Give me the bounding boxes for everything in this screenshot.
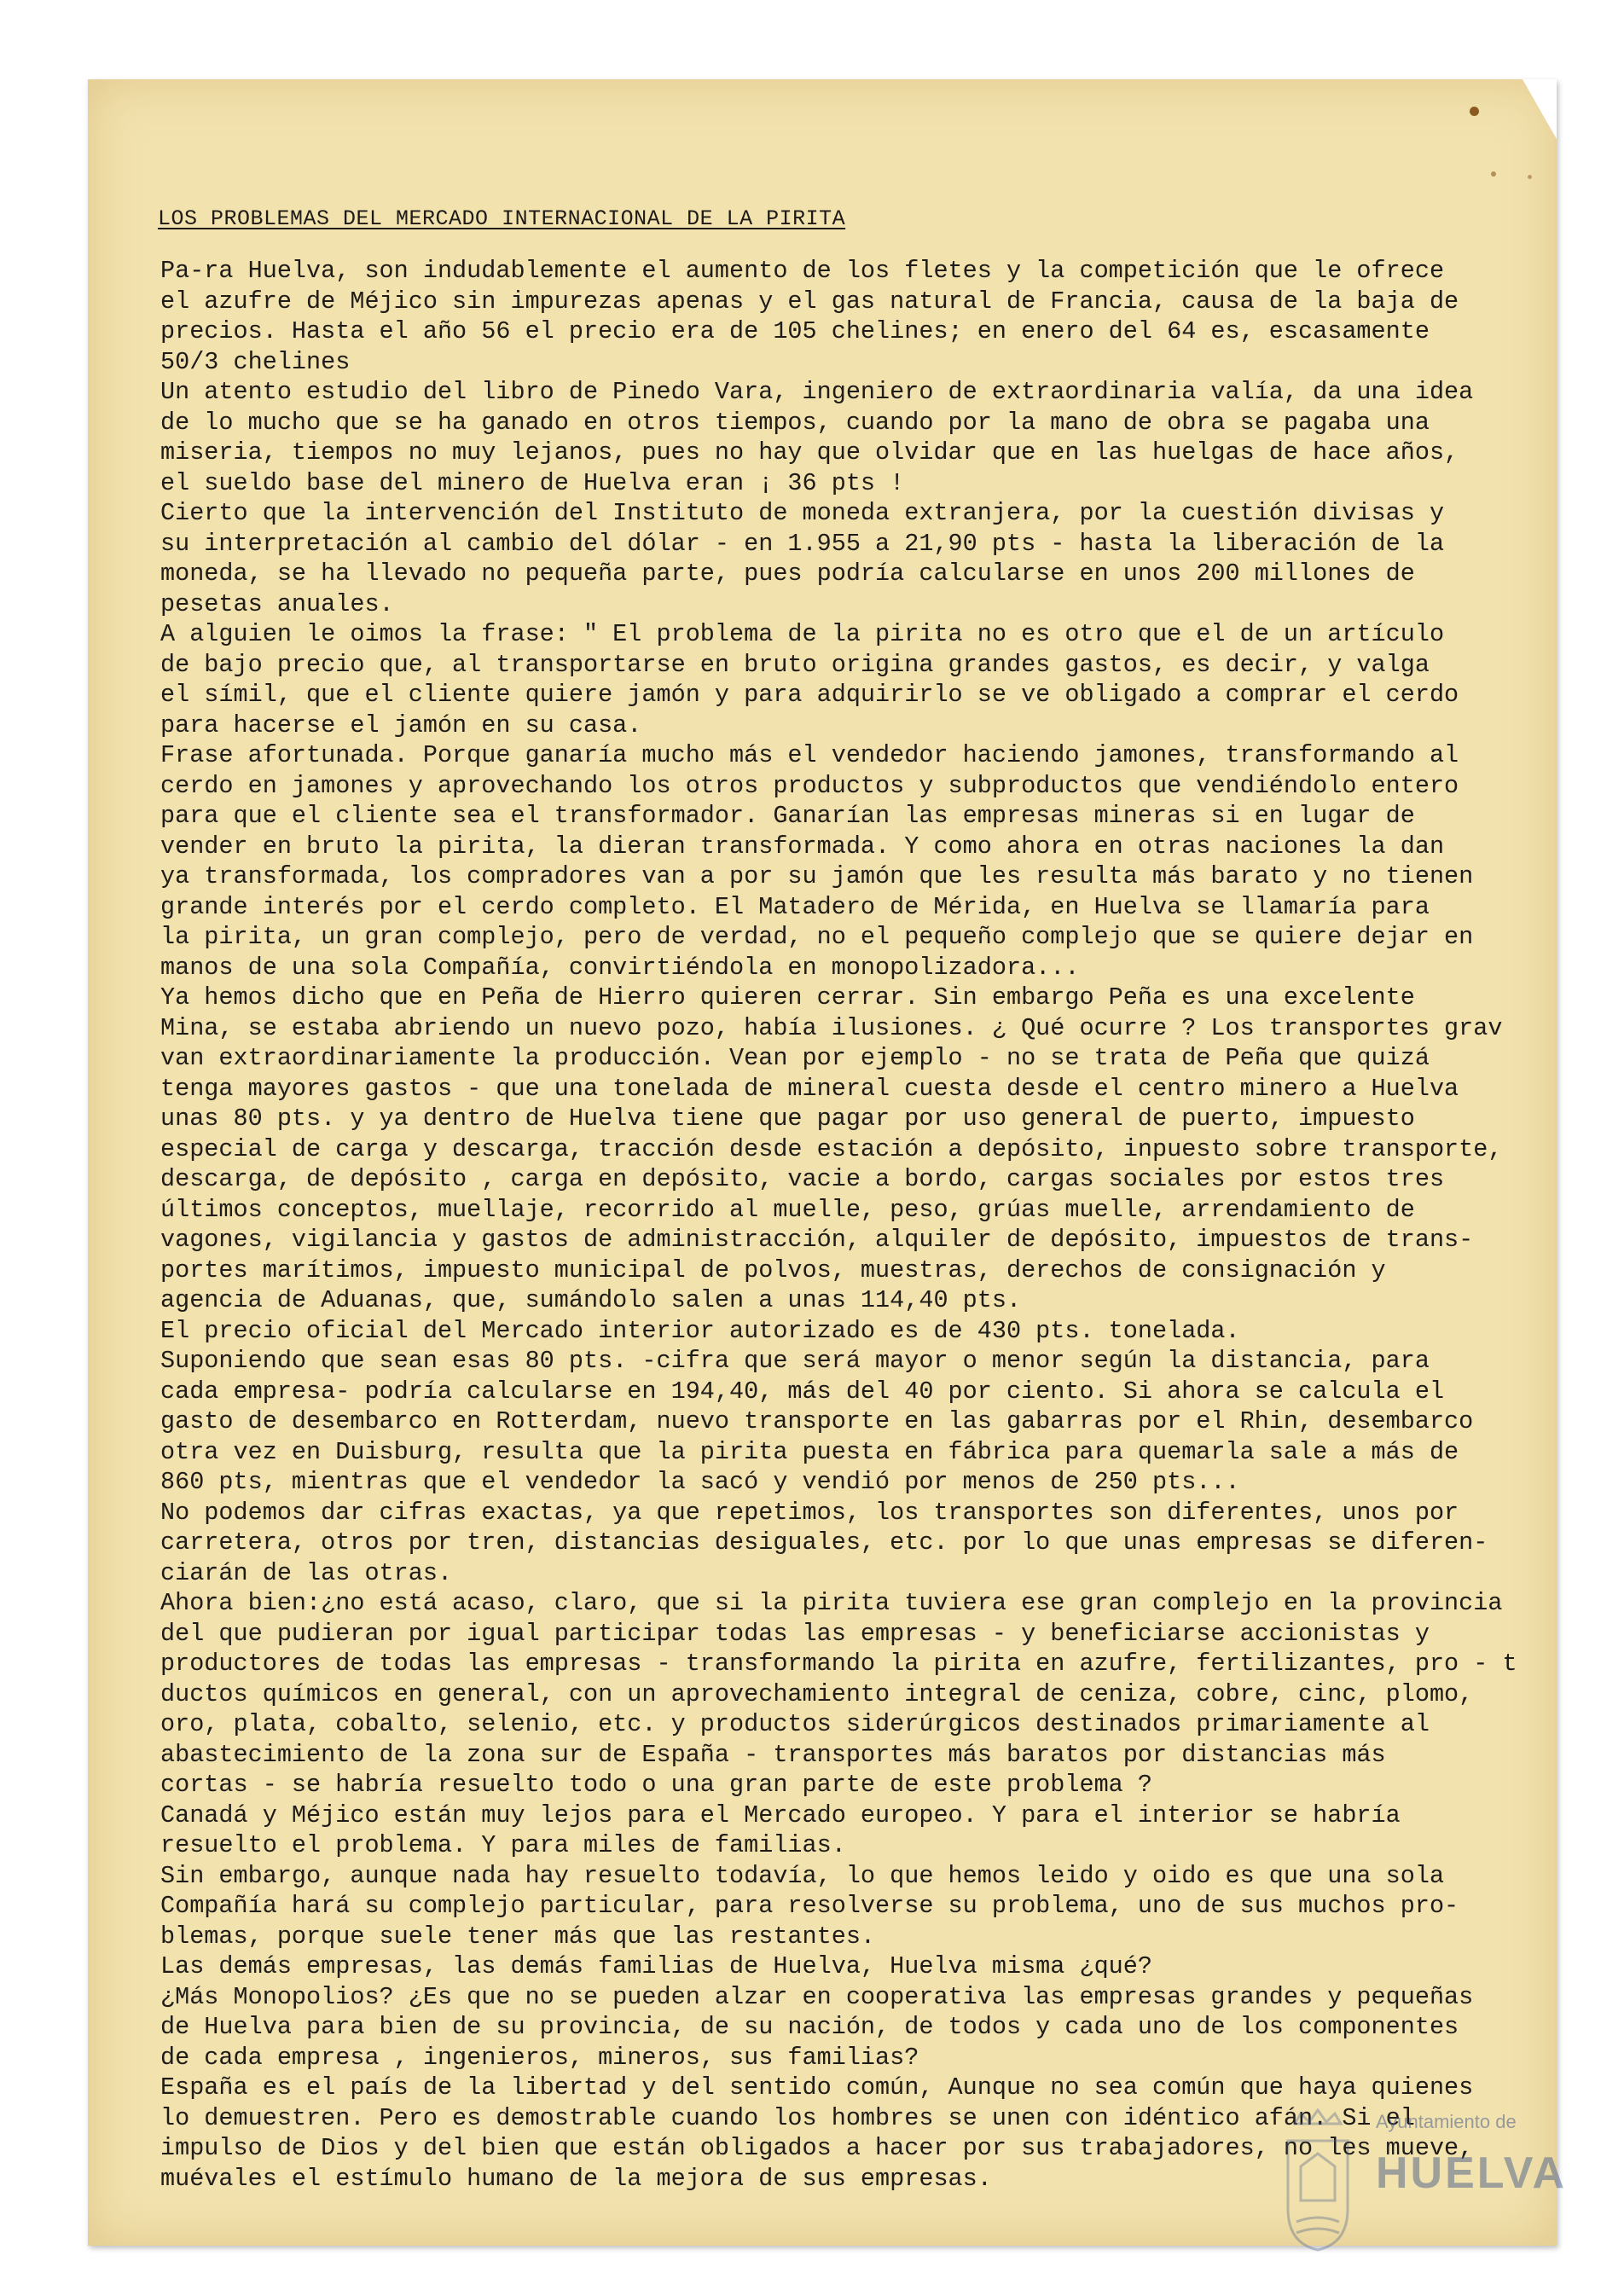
text-line: descarga, de depósito , carga en depósito, vacie a bordo, cargas sociales por estos tres [160, 1165, 1445, 1193]
text-line: ya transformada, los compradores van a por su jamón que les resulta más barato y no tienen [160, 862, 1474, 890]
text-line: vender en bruto la pirita, la dieran transformada. Y como ahora en otras naciones la dan [160, 832, 1445, 861]
document-title: LOS PROBLEMAS DEL MERCADO INTERNACIONAL DE LA PIRITA [158, 206, 846, 231]
text-line: el azufre de Méjico sin impurezas apenas y el gas natural de Francia, causa de la baja de [160, 287, 1459, 316]
text-line: de bajo precio que, al transportarse en bruto origina grandes gastos, es decir, y valga [160, 650, 1430, 679]
text-line: vagones, vigilancia y gastos de administracción, alquiler de depósito, impuestos de trans- [160, 1226, 1474, 1254]
text-line: No podemos dar cifras exactas, ya que repetimos, los transportes son diferentes, unos por [160, 1498, 1459, 1527]
text-line: la pirita, un gran complejo, pero de verdad, no el pequeño complejo que se quiere dejar en [160, 923, 1474, 951]
text-line: Cierto que la intervención del Instituto de moneda extranjera, por la cuestión divisas y [160, 499, 1445, 527]
text-line: otra vez en Duisburg, resulta que la pirita puesta en fábrica para quemarla sale a más de [160, 1437, 1459, 1466]
text-line: especial de carga y descarga, tracción desde estación a depósito, inpuesto sobre transporte, [160, 1134, 1503, 1163]
text-line: gasto de desembarco en Rotterdam, nuevo transporte en las gabarras por el Rhin, desembarco [160, 1407, 1474, 1435]
text-line: resuelto el problema. Y para miles de familias. [160, 1831, 846, 1859]
text-line: Suponiendo que sean esas 80 pts. -cifra que será mayor o menor según la distancia, para [160, 1347, 1430, 1375]
text-line: lo demuestren. Pero es demostrable cuando los hombres se unen con idéntico afán. Si el [160, 2103, 1415, 2132]
text-line: del que pudieran por igual participar todas las empresas - y beneficiarse accionistas y [160, 1619, 1430, 1648]
text-line: para que el cliente sea el transformador. Ganarían las empresas mineras si en lugar de [160, 802, 1415, 830]
text-line: Compañía hará su complejo particular, para resolverse su problema, uno de sus muchos pro- [160, 1892, 1459, 1920]
text-line: ¿Más Monopolios? ¿Es que no se pueden alzar en cooperativa las empresas grandes y pequeñas [160, 1982, 1474, 2011]
rust-stain-small [1491, 171, 1496, 177]
text-line: Las demás empresas, las demás familias de Huelva, Huelva misma ¿qué? [160, 1952, 1152, 1980]
text-line: unas 80 pts. y ya dentro de Huelva tiene que pagar por uso general de puerto, impuesto [160, 1105, 1415, 1133]
document-body [160, 256, 1517, 2194]
watermark-large-text: HUELVA [1376, 2148, 1568, 2198]
text-line: precios. Hasta el año 56 el precio era de 105 chelines; en enero del 64 es, escasamente [160, 317, 1430, 345]
text-line: su interpretación al cambio del dólar - en 1.955 a 21,90 pts - hasta la liberación de la [160, 529, 1445, 558]
text-line: últimos conceptos, muellaje, recorrido al muelle, peso, grúas muelle, arrendamiento de [160, 1195, 1415, 1224]
text-line: van extraordinariamente la producción. Vean por ejemplo - no se trata de Peña que quizá [160, 1044, 1430, 1072]
text-line: grande interés por el cerdo completo. El Matadero de Mérida, en Huelva se llamaría para [160, 892, 1430, 921]
text-line: miseria, tiempos no muy lejanos, pues no hay que olvidar que en las huelgas de hace años, [160, 438, 1459, 467]
text-line: manos de una sola Compañía, convirtiéndola en monopolizadora... [160, 953, 1080, 982]
text-line: portes marítimos, impuesto municipal de polvos, muestras, derechos de consignación y [160, 1255, 1386, 1284]
text-line: Pa-ra Huelva, son indudablemente el aumento de los fletes y la competición que le ofrece [160, 257, 1445, 285]
text-line: ductos químicos en general, con un aprovechamiento integral de ceniza, cobre, cinc, plomo, [160, 1679, 1474, 1708]
text-line: ciarán de las otras. [160, 1558, 453, 1587]
text-line: Canadá y Méjico están muy lejos para el Mercado europeo. Y para el interior se habría [160, 1800, 1401, 1829]
text-line: impulso de Dios y del bien que están obligados a hacer por sus trabajadores, no les mueve, [160, 2134, 1474, 2162]
text-line: Frase afortunada. Porque ganaría mucho más el vendedor haciendo jamones, transformando al [160, 741, 1459, 769]
text-line: Ya hemos dicho que en Peña de Hierro quieren cerrar. Sin embargo Peña es una excelente [160, 983, 1415, 1012]
text-line: carretera, otros por tren, distancias desiguales, etc. por lo que unas empresas se diferen- [160, 1528, 1488, 1557]
text-line: España es el país de la libertad y del sentido común, Aunque no sea común que haya quienes [160, 2073, 1474, 2102]
text-line: tenga mayores gastos - que una tonelada de mineral cuesta desde el centro minero a Huelva [160, 1074, 1459, 1103]
text-line: cortas - se habría resuelto todo o una gran parte de este problema ? [160, 1771, 1152, 1799]
text-line: agencia de Aduanas, que, sumándolo salen a unas 114,40 pts. [160, 1286, 1022, 1314]
text-line: Sin embargo, aunque nada hay resuelto todavía, lo que hemos leido y oido es que una sola [160, 1861, 1445, 1890]
text-line: de Huelva para bien de su provincia, de su nación, de todos y cada uno de los componentes [160, 2013, 1459, 2041]
text-line: para hacerse el jamón en su casa. [160, 710, 642, 739]
text-line: Un atento estudio del libro de Pinedo Vara, ingeniero de extraordinaria valía, da una idea [160, 378, 1474, 406]
text-line: abastecimiento de la zona sur de España - transportes más baratos por distancias más [160, 1740, 1386, 1769]
text-line: cerdo en jamones y aprovechando los otros productos y subproductos que vendiéndolo entero [160, 771, 1459, 800]
text-line: blemas, porque suele tener más que las restantes. [160, 1922, 876, 1951]
rust-stain [1470, 107, 1479, 116]
text-line: de lo mucho que se ha ganado en otros tiempos, cuando por la mano de obra se pagaba una [160, 408, 1430, 437]
text-line: Mina, se estaba abriendo un nuevo pozo, había ilusiones. ¿ Qué ocurre ? Los transportes grav [160, 1013, 1503, 1042]
text-line: de cada empresa , ingenieros, mineros, sus familias? [160, 2043, 919, 2072]
text-line: oro, plata, cobalto, selenio, etc. y productos siderúrgicos destinados primariamente al [160, 1710, 1430, 1738]
text-line: 860 pts, mientras que el vendedor la sacó y vendió por menos de 250 pts... [160, 1468, 1240, 1496]
text-line: muévales el estímulo humano de la mejora de sus empresas. [160, 2164, 992, 2193]
text-line: cada empresa- podría calcularse en 194,40, más del 40 por ciento. Si ahora se calcula el [160, 1377, 1445, 1406]
text-line: productores de todas las empresas - transformando la pirita en azufre, fertilizantes, pro - t [160, 1650, 1517, 1678]
text-line: A alguien le oimos la frase: " El problema de la pirita no es otro que el de un artículo [160, 620, 1445, 648]
text-line: El precio oficial del Mercado interior autorizado es de 430 pts. tonelada. [160, 1316, 1240, 1345]
text-line: pesetas anuales. [160, 589, 394, 618]
text-line: 50/3 chelines [160, 347, 351, 376]
text-line: el símil, que el cliente quiere jamón y para adquirirlo se ve obligado a comprar el cerdo [160, 681, 1459, 709]
rust-stain-small [1528, 175, 1532, 179]
text-line: el sueldo base del minero de Huelva eran ¡ 36 pts ! [160, 468, 905, 497]
watermark-small-text: Ayuntamiento de [1376, 2111, 1517, 2132]
text-line: moneda, se ha llevado no pequeña parte, pues podría calcularse en unos 200 millones de [160, 560, 1415, 588]
text-line: Ahora bien:¿no está acaso, claro, que si la pirita tuviera ese gran complejo en la provincia [160, 1589, 1503, 1617]
